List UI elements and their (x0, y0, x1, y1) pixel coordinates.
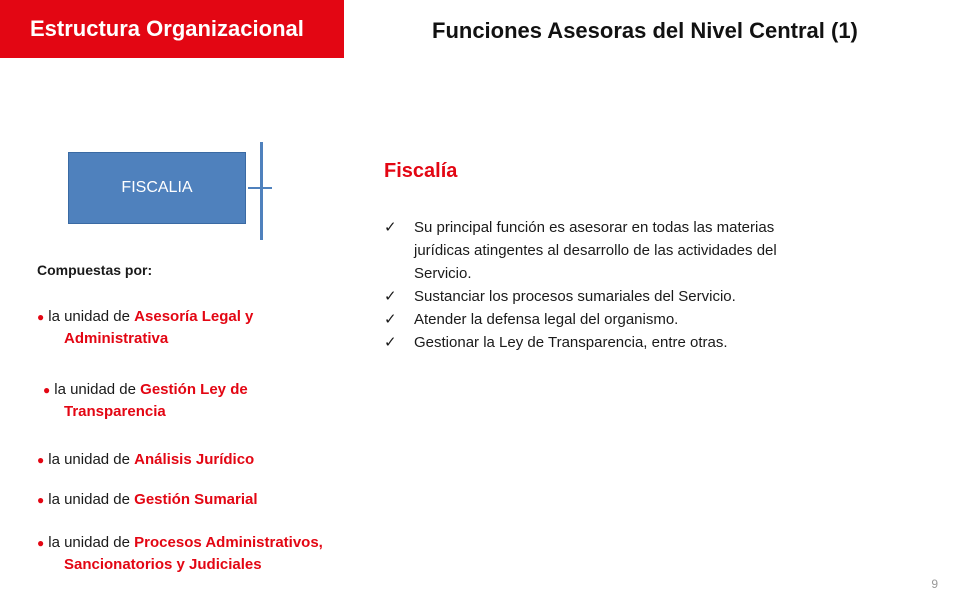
function-item (384, 331, 884, 354)
org-chart-box-fiscalia (68, 152, 246, 224)
unit-item-gestion-ley-transparencia (43, 379, 248, 423)
function-item (384, 308, 884, 331)
composition-label: Compuestas por: (37, 262, 153, 278)
checkmark-icon: ✓ (384, 311, 397, 328)
function-text-line: Gestionar la Ley de Transparencia, entre otras. (414, 334, 728, 351)
bullet-icon: ● (37, 493, 45, 507)
section-tab-label: Estructura Organizacional (30, 16, 304, 41)
bullet-icon: ● (37, 536, 45, 550)
function-text-line: jurídicas atingentes al desarrollo de las actividades del (414, 242, 777, 259)
checkmark-icon: ✓ (384, 288, 397, 305)
function-text-line: Su principal función es asesorar en todas las materias (414, 219, 775, 236)
unit-prefix: la unidad de (48, 491, 130, 508)
unit-item-asesoria-legal (37, 306, 253, 350)
unit-name: Asesoría Legal y (134, 308, 254, 325)
function-text-line: Sustanciar los procesos sumariales del Servicio. (414, 288, 736, 305)
functions-list (384, 216, 884, 354)
unit-name-continued: Transparencia (64, 403, 166, 420)
function-text-line: Servicio. (414, 265, 472, 282)
unit-name: Procesos Administrativos, (134, 534, 323, 551)
unit-item-procesos-administrativos (37, 532, 323, 576)
function-text-line: Atender la defensa legal del organismo. (414, 311, 679, 328)
org-chart-connector-vertical (260, 142, 263, 240)
function-item (384, 285, 884, 308)
checkmark-icon: ✓ (384, 334, 397, 351)
page-title: Funciones Asesoras del Nivel Central (1) (432, 18, 858, 43)
bullet-icon: ● (37, 310, 45, 324)
bullet-icon: ● (37, 453, 45, 467)
unit-prefix: la unidad de (48, 451, 130, 468)
unit-name: Análisis Jurídico (134, 451, 255, 468)
section-title-fiscalia: Fiscalía (384, 160, 458, 182)
unit-name-continued: Administrativa (64, 330, 169, 347)
page-number: 9 (931, 577, 938, 591)
checkmark-icon: ✓ (384, 219, 397, 236)
org-chart-connector-horizontal (248, 187, 272, 189)
unit-prefix: la unidad de (54, 381, 136, 398)
unit-name-continued: Sancionatorios y Judiciales (64, 556, 262, 573)
org-chart-box-label: FISCALIA (121, 179, 193, 196)
unit-name: Gestión Sumarial (134, 491, 258, 508)
bullet-icon: ● (43, 383, 51, 397)
unit-item-gestion-sumarial (37, 489, 258, 511)
unit-name: Gestión Ley de (140, 381, 248, 398)
section-tab (0, 0, 344, 58)
unit-item-analisis-juridico (37, 449, 254, 471)
unit-prefix: la unidad de (48, 534, 130, 551)
unit-prefix: la unidad de (48, 308, 130, 325)
function-item (384, 216, 884, 285)
